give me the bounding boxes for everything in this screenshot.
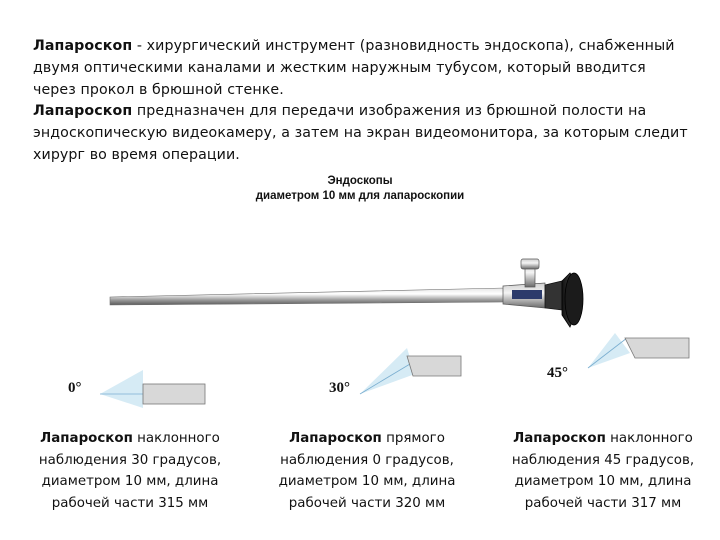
intro-definition-2: предназначен для передачи изображения из брюшной полости на эндоскопическую видеокамеру, а затем на экран видеомонитора, за которым следит хирург во время операции.: [33, 103, 688, 163]
intro-text: [33, 36, 693, 167]
intro-term-2: Лапароскоп: [33, 103, 133, 120]
caption-30-degree: [25, 428, 235, 514]
tip-30-degree-diagram: [355, 346, 465, 406]
caption-1-term: Лапароскоп: [40, 431, 133, 446]
figure-title: [200, 174, 520, 204]
tip-0-degree-diagram: [95, 362, 215, 417]
caption-2-term: Лапароскоп: [289, 431, 382, 446]
tip-45-degree-diagram: [585, 328, 695, 378]
angle-30-label: 30°: [329, 380, 350, 396]
caption-0-degree: [262, 428, 472, 514]
laparoscope-image: [100, 255, 600, 335]
intro-definition-1: - хирургический инструмент (разновидность эндоскопа), снабженный двумя оптическими каналами и жестким наружным тубусом, который вводится через прокол в брюшной стенке.: [33, 38, 675, 98]
caption-1-text: наклонного наблюдения 30 градусов, диаметром 10 мм, длина рабочей части 315 мм: [38, 431, 222, 511]
caption-3-term: Лапароскоп: [513, 431, 606, 446]
angle-45-label: 45°: [547, 365, 568, 381]
intro-term-1: Лапароскоп: [33, 38, 133, 54]
intro-paragraph-2: [33, 101, 693, 166]
figure-title-line2: диаметром 10 мм для лапароскопии: [255, 190, 465, 202]
figure-title-line1: Эндоскопы: [327, 175, 393, 187]
caption-45-degree: [498, 428, 708, 514]
intro-paragraph-1: [33, 36, 693, 101]
angle-0-label: 0°: [68, 380, 82, 396]
caption-3-text: наклонного наблюдения 45 градусов, диаметром 10 мм, длина рабочей части 317 мм: [511, 431, 695, 511]
caption-2-text: прямого наблюдения 0 градусов, диаметром 10 мм, длина рабочей части 320 мм: [278, 431, 456, 511]
